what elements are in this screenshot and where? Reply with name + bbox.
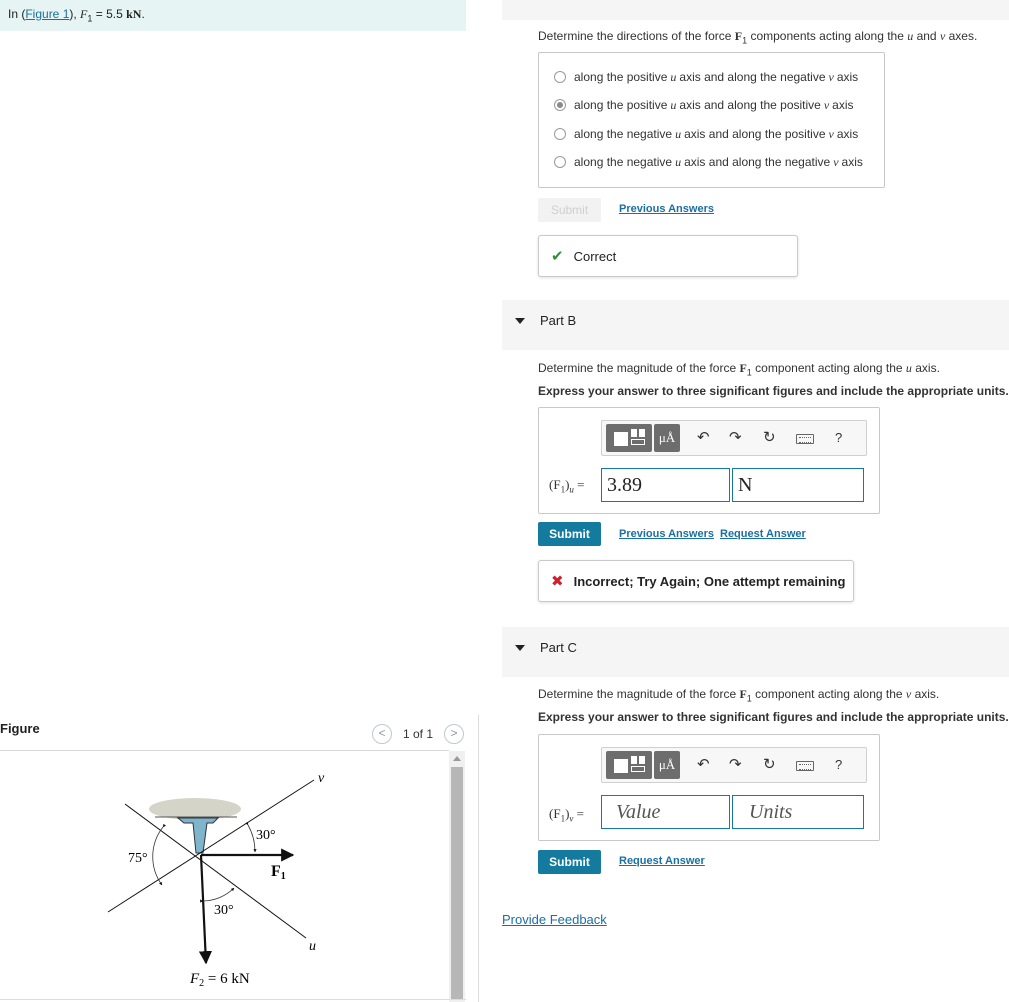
help-icon[interactable]: ? <box>835 430 843 445</box>
part-c-title[interactable]: Part C <box>540 640 577 655</box>
help-icon[interactable]: ? <box>835 757 843 772</box>
scroll-up-arrow-icon[interactable] <box>453 756 461 761</box>
redo-icon[interactable]: ↷ <box>729 429 742 446</box>
reset-icon[interactable]: ↻ <box>763 429 776 446</box>
choice-2[interactable]: along the positive u axis and along the positive v axis <box>554 96 854 114</box>
choice-4[interactable]: along the negative u axis and along the negative v axis <box>554 153 863 171</box>
keyboard-icon[interactable] <box>796 434 814 444</box>
part-c-submit-button[interactable]: Submit <box>538 850 601 874</box>
undo-icon[interactable]: ↶ <box>697 756 710 773</box>
math-toolbar <box>601 747 867 783</box>
reset-icon[interactable]: ↻ <box>763 756 776 773</box>
radio-button[interactable] <box>554 71 566 83</box>
figure-label: Figure <box>0 721 40 736</box>
choice-1[interactable]: along the positive u axis and along the negative v axis <box>554 68 858 86</box>
part-b-feedback: ✖ Incorrect; Try Again; One attempt remaining <box>538 560 854 602</box>
f2-label: $F_2 = 6$ kN <box>190 971 250 989</box>
part-c-header[interactable] <box>502 627 1009 677</box>
part-b-instruction: Express your answer to three significant figures and include the appropriate units. <box>538 384 1009 398</box>
templates-icon[interactable] <box>606 424 652 452</box>
part-a-previous-answers-link[interactable]: Previous Answers <box>619 203 714 215</box>
pane-separator <box>478 715 479 1002</box>
units-symbol-icon[interactable]: μÅ <box>654 424 680 452</box>
units-symbol-icon[interactable]: μÅ <box>654 751 680 779</box>
part-c-units-input[interactable]: Units <box>732 795 864 829</box>
part-c-request-answer-link[interactable]: Request Answer <box>619 855 705 867</box>
radio-button[interactable] <box>554 156 566 168</box>
bottom-divider <box>0 999 466 1000</box>
part-a-header-band <box>502 0 1009 20</box>
part-a-question: Determine the directions of the force $F_1$ components acting along the u and v axes. <box>538 29 978 46</box>
cross-icon: ✖ <box>551 573 564 590</box>
templates-icon[interactable] <box>606 751 652 779</box>
part-c-answer-box <box>538 734 880 841</box>
figure-link[interactable]: Figure 1 <box>25 7 70 21</box>
next-figure-button[interactable]: > <box>444 724 464 744</box>
undo-icon[interactable]: ↶ <box>697 429 710 446</box>
part-b-submit-button[interactable]: Submit <box>538 522 601 546</box>
part-c-value-input[interactable]: Value <box>601 795 730 829</box>
redo-icon[interactable]: ↷ <box>729 756 742 773</box>
part-b-header[interactable] <box>502 300 1009 350</box>
collapse-caret-icon[interactable] <box>515 318 525 324</box>
figure-scrollbar[interactable] <box>449 751 465 1002</box>
part-c-question: Determine the magnitude of the force $F_1$ component acting along the v axis. <box>538 687 940 704</box>
answer-label: $(F_1)_v$ = <box>549 806 584 824</box>
part-c-instruction: Express your answer to three significant figures and include the appropriate units. <box>538 710 1009 724</box>
angle-label-30-bottom: 30° <box>214 903 234 918</box>
part-a-feedback: ✔ Correct <box>538 235 798 277</box>
radio-button[interactable] <box>554 128 566 140</box>
radio-button-selected[interactable] <box>554 99 566 111</box>
part-b-previous-answers-link[interactable]: Previous Answers <box>619 528 714 540</box>
part-b-units-input[interactable]: N <box>732 468 864 502</box>
angle-arc-30-bottom <box>203 888 234 901</box>
part-b-title[interactable]: Part B <box>540 313 577 328</box>
part-b-request-answer-link[interactable]: Request Answer <box>720 528 806 540</box>
angle-arc-75 <box>153 827 163 885</box>
f2-arrow <box>201 855 206 963</box>
pager-text: 1 of 1 <box>403 727 434 741</box>
collapse-caret-icon[interactable] <box>515 645 525 651</box>
scrollbar-thumb[interactable] <box>451 767 463 999</box>
provide-feedback-link[interactable]: Provide Feedback <box>502 912 607 927</box>
angle-label-75: 75° <box>128 851 148 866</box>
keyboard-icon[interactable] <box>796 761 814 771</box>
f1-label: F1 <box>271 863 286 882</box>
v-axis-label: v <box>318 771 325 786</box>
part-b-answer-box <box>538 407 880 514</box>
angle-arc-30-top <box>248 825 255 852</box>
part-a-choices <box>538 52 885 188</box>
u-axis-label: u <box>309 939 316 954</box>
part-a-submit-button[interactable]: Submit <box>538 198 601 222</box>
prev-figure-button[interactable]: < <box>372 724 392 744</box>
answer-label: $(F_1)_u$ = <box>549 477 585 495</box>
angle-label-30-top: 30° <box>256 828 276 843</box>
check-icon: ✔ <box>551 248 564 265</box>
part-b-question: Determine the magnitude of the force $F_1$ component acting along the u axis. <box>538 361 940 378</box>
problem-intro: In (Figure 1), $F_1 = 5.5$ kN. <box>0 0 466 31</box>
choice-3[interactable]: along the negative u axis and along the positive v axis <box>554 125 858 143</box>
part-b-value-input[interactable]: 3.89 <box>601 468 730 502</box>
math-toolbar <box>601 420 867 456</box>
figure-pager <box>372 724 472 744</box>
force-diagram <box>0 751 449 1002</box>
